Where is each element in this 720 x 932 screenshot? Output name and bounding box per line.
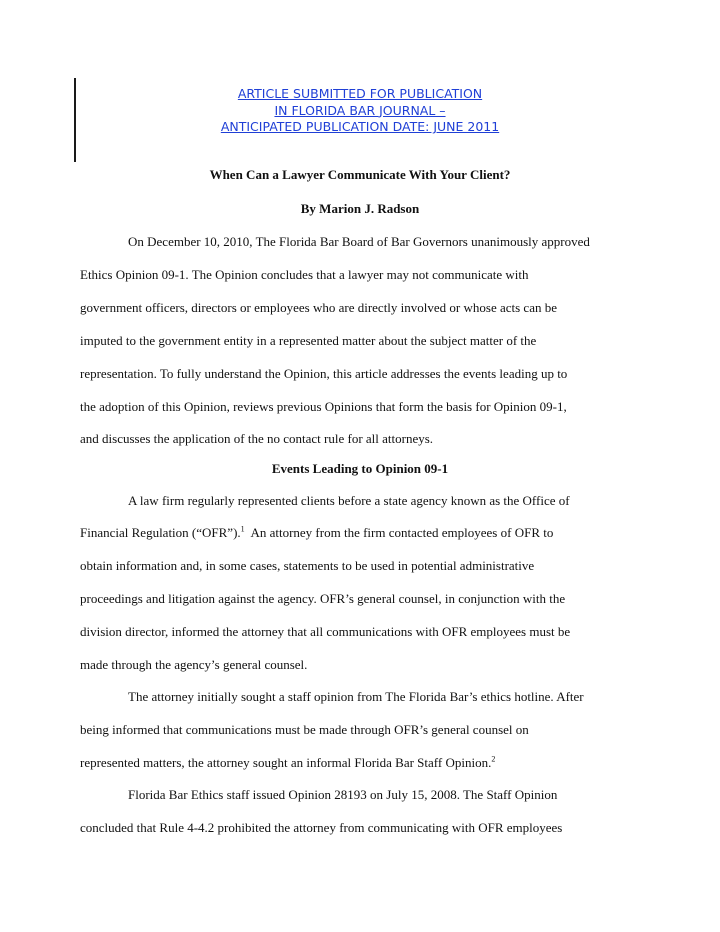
paragraph-1-line-6: the adoption of this Opinion, reviews previous Opinions that form the basis for Opinion 09-1,	[80, 399, 567, 414]
footnote-ref-2[interactable]: 2	[491, 754, 496, 764]
paragraph-2-line-2	[80, 525, 660, 541]
header-line-1: ARTICLE SUBMITTED FOR PUBLICATION	[237, 86, 483, 101]
paragraph-3-line-3	[80, 755, 660, 771]
paragraph-3-line-1: The attorney initially sought a staff opinion from The Florida Bar’s ethics hotline. After	[128, 689, 584, 704]
paragraph-3-line-3-text: represented matters, the attorney sought an informal Florida Bar Staff Opinion.	[80, 755, 492, 770]
header-line-2: IN FLORIDA BAR JOURNAL –	[274, 102, 446, 118]
paragraph-3-line-2: being informed that communications must be made through OFR’s general counsel on	[80, 722, 529, 737]
article-byline: By Marion J. Radson	[300, 201, 420, 216]
paragraph-2-line-2-text-cont: An attorney from the firm contacted employees of OFR to	[244, 525, 554, 540]
paragraph-4-line-1: Florida Bar Ethics staff issued Opinion 28193 on July 15, 2008. The Staff Opinion	[128, 787, 558, 802]
paragraph-2-line-3: obtain information and, in some cases, statements to be used in potential administrative	[80, 558, 535, 573]
paragraph-2-line-6: made through the agency’s general counsel.	[80, 657, 308, 672]
paragraph-1-line-3: government officers, directors or employees who are directly involved or whose acts can be	[80, 300, 557, 315]
header-line-3: ANTICIPATED PUBLICATION DATE: JUNE 2011	[220, 119, 500, 134]
paragraph-2-line-1: A law firm regularly represented clients before a state agency known as the Office of	[128, 493, 570, 508]
paragraph-1-line-5: representation. To fully understand the Opinion, this article addresses the events leading up to	[80, 366, 568, 381]
paragraph-1-line-2: Ethics Opinion 09-1. The Opinion concludes that a lawyer may not communicate with	[80, 267, 529, 282]
paragraph-2-line-2-text: Financial Regulation (“OFR”).	[80, 525, 241, 540]
article-title: When Can a Lawyer Communicate With Your Client?	[209, 167, 511, 182]
footnote-ref-1[interactable]: 1	[240, 524, 245, 534]
publication-header	[0, 86, 720, 136]
paragraph-1-line-1: On December 10, 2010, The Florida Bar Board of Bar Governors unanimously approved	[128, 234, 590, 249]
paragraph-2-line-4: proceedings and litigation against the agency. OFR’s general counsel, in conjunction with the	[80, 591, 566, 606]
paragraph-1-line-7: and discusses the application of the no contact rule for all attorneys.	[80, 431, 434, 446]
section-heading: Events Leading to Opinion 09-1	[271, 461, 449, 476]
paragraph-4-line-2: concluded that Rule 4-4.2 prohibited the attorney from communicating with OFR employees	[80, 820, 563, 835]
paragraph-1-line-4: imputed to the government entity in a represented matter about the subject matter of the	[80, 333, 537, 348]
paragraph-2-line-5: division director, informed the attorney that all communications with OFR employees must be	[80, 624, 571, 639]
